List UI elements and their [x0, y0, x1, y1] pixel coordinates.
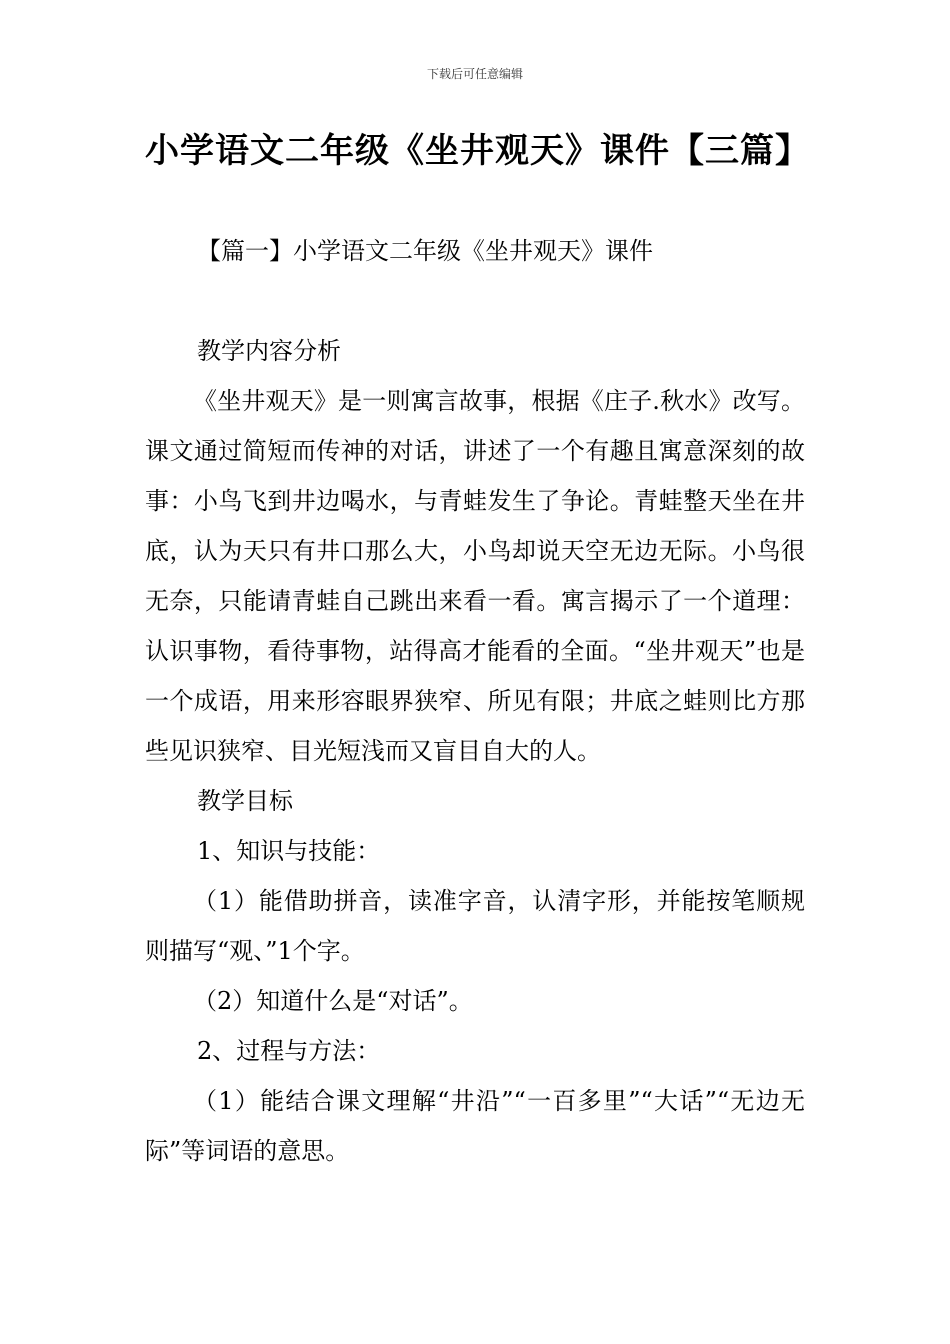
item-knowledge-skills: 1、知识与技能： [197, 837, 381, 865]
document-body [145, 226, 805, 1176]
item-goal-1-2: （2）知道什么是“对话”。 [193, 987, 473, 1015]
item-goal-1-1: （1）能借助拼音，读准字音，认清字形，并能按笔顺规则描写“观、”1个字。 [145, 887, 805, 965]
item-goal-2-1: （1）能结合课文理解“井沿”“一百多里”“大话”“无边无际”等词语的意思。 [145, 1087, 805, 1165]
item-process-methods: 2、过程与方法： [197, 1037, 381, 1065]
blank-line [145, 276, 805, 326]
heading-teaching-goals: 教学目标 [197, 787, 293, 815]
document-title: 小学语文二年级《坐井观天》课件【三篇】 [145, 131, 810, 171]
paragraph-analysis: 《坐井观天》是一则寓言故事，根据《庄子.秋水》改写。课文通过简短而传神的对话，讲述了一个有趣且寓意深刻的故事：小鸟飞到井边喝水，与青蛙发生了争论。青蛙整天坐在井底，认为天只有井口那么大，小鸟却说天空无边无际。小鸟很无奈，只能请青蛙自己跳出来看一看。寓言揭示了一个道理：认识事物，看待事物，站得高才能看的全面。“坐井观天”也是一个成语，用来形容眼界狭窄、所见有限；井底之蛙则比方那些见识狭窄、目光短浅而又盲目自大的人。 [145, 387, 805, 765]
header-note: 下载后可任意编辑 [426, 67, 523, 81]
section-heading: 【篇一】小学语文二年级《坐井观天》课件 [197, 237, 653, 265]
heading-content-analysis: 教学内容分析 [197, 337, 341, 365]
